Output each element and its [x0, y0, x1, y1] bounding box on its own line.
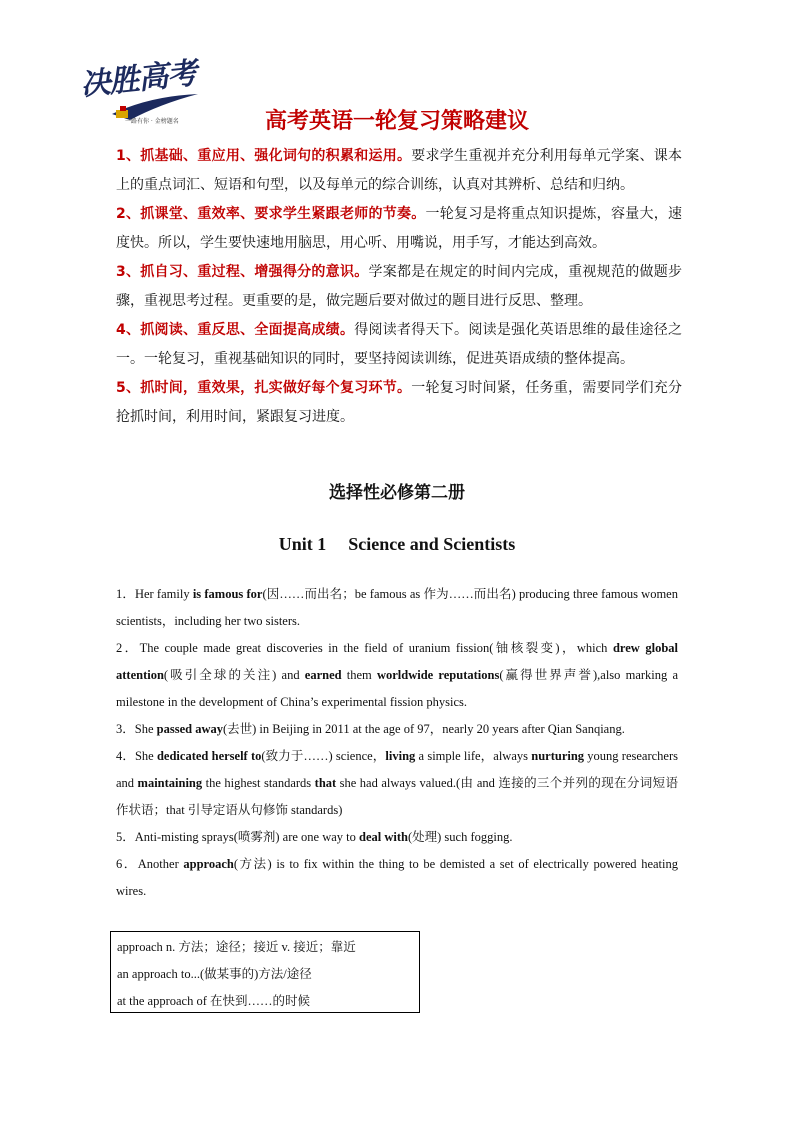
key-phrase: earned — [304, 668, 342, 682]
key-phrase: nurturing — [531, 749, 585, 763]
key-phrase: drew global attention — [116, 641, 678, 682]
key-phrase: maintaining — [137, 776, 203, 790]
note-line: an approach to...(做某事的)方法/途径 — [117, 967, 312, 981]
strategy-text: 得阅读者得天下。阅读是强化英语思维的最佳途径之一。一轮复习，重视基础知识的同时，要坚持阅读训练，促进英语成绩的整体提高。 — [116, 322, 682, 367]
sentence-item — [116, 743, 678, 824]
strategy-item — [116, 200, 682, 258]
sentence-text: 1．Her family — [116, 587, 193, 601]
note-line: approach n. 方法；途径；接近 v. 接近；靠近 — [117, 940, 356, 954]
strategy-item — [116, 316, 682, 374]
strategy-text: 一轮复习是将重点知识提炼，容量大，速度快。所以，学生要快速地用脑思，用心听、用嘴说，用手写，才能达到高效。 — [116, 206, 682, 251]
key-phrase: is famous for — [192, 587, 263, 601]
strategy-list — [116, 142, 682, 432]
sentence-text: 6．Another — [116, 857, 184, 871]
book-title: 选择性必修第二册 — [329, 483, 465, 503]
sentence-text: (因……而出名；be famous as 作为……而出名) producing three famous women scientists，including her two sisters. — [116, 587, 678, 628]
sentence-text: (赢得世界声誉),also marking a milestone in the development of China’s experimental fission physics. — [116, 668, 678, 709]
key-phrase: living — [385, 749, 416, 763]
sentence-text: 2．The couple made great discoveries in the field of uranium fission(铀核裂变)，which — [116, 641, 613, 655]
sentence-list — [116, 581, 678, 905]
key-phrase: passed away — [156, 722, 223, 736]
strategy-item — [116, 258, 682, 316]
unit-title — [0, 534, 794, 555]
sentence-text: 5．Anti-misting sprays(喷雾剂) are one way to — [116, 830, 360, 844]
strategy-heading: 4、抓阅读、重反思、全面提高成绩。 — [116, 322, 355, 338]
unit-label: Unit 1 — [278, 534, 327, 554]
strategy-heading: 2、抓课堂、重效率、要求学生紧跟老师的节奏。 — [116, 206, 426, 222]
sentence-text: (致力于……) science， — [261, 749, 386, 763]
sentence-text: she had always valued.(由 and 连接的三个并列的现在分词短语作状语；that 引导定语从句修饰 standards) — [116, 776, 678, 817]
key-phrase: dedicated herself to — [156, 749, 262, 763]
vocab-note-box — [110, 931, 420, 1013]
strategy-text: 一轮复习时间紧，任务重，需要同学们充分抢抓时间，利用时间，紧跟复习进度。 — [116, 380, 682, 425]
key-phrase: that — [314, 776, 337, 790]
key-phrase: approach — [183, 857, 234, 871]
unit-name: Science and Scientists — [348, 534, 516, 554]
key-phrase: deal with — [359, 830, 408, 844]
note-line: at the approach of 在快到……的时候 — [117, 994, 311, 1008]
sentence-text: (去世) in Beijing in 2011 at the age of 97，nearly 20 years after Qian Sanqiang. — [222, 722, 625, 736]
sentence-item — [116, 851, 678, 905]
sentence-item — [116, 716, 678, 743]
strategy-item — [116, 374, 682, 432]
sentence-text: 4．She — [116, 749, 157, 763]
sentence-text: (处理) such fogging. — [407, 830, 513, 844]
sentence-text: young researchers and — [116, 749, 678, 790]
logo-subtitle: 一路有你 · 金榜题名 — [125, 118, 179, 125]
strategy-heading: 3、抓自习、重过程、增强得分的意识。 — [116, 264, 369, 280]
sentence-text: a simple life，always — [415, 749, 532, 763]
sentence-item — [116, 824, 678, 851]
strategy-heading: 1、抓基础、重应用、强化词句的积累和运用。 — [116, 148, 412, 164]
key-phrase: worldwide reputations — [376, 668, 500, 682]
strategy-heading: 5、抓时间，重效果，扎实做好每个复习环节。 — [116, 380, 412, 396]
strategy-text: 要求学生重视并充分利用每单元学案、课本上的重点词汇、短语和句型，以及每单元的综合训练，认真对其辨析、总结和归纳。 — [116, 148, 682, 193]
sentence-item — [116, 581, 678, 635]
sentence-text: the highest standards — [202, 776, 315, 790]
sentence-text: 3．She — [116, 722, 157, 736]
sentence-item — [116, 635, 678, 716]
sentence-text: (方法) is to fix within the thing to be demisted a set of electrically powered heating wires. — [116, 857, 678, 898]
strategy-text: 学案都是在规定的时间内完成，重视规范的做题步骤，重视思考过程。更重要的是，做完题后要对做过的题目进行反思、整理。 — [116, 264, 683, 309]
sentence-text: (吸引全球的关注) and — [163, 668, 305, 682]
sentence-text: them — [341, 668, 377, 682]
strategy-item — [116, 142, 682, 200]
page-title: 高考英语一轮复习策略建议 — [264, 109, 529, 134]
logo-text: 决胜高考 — [78, 56, 198, 103]
